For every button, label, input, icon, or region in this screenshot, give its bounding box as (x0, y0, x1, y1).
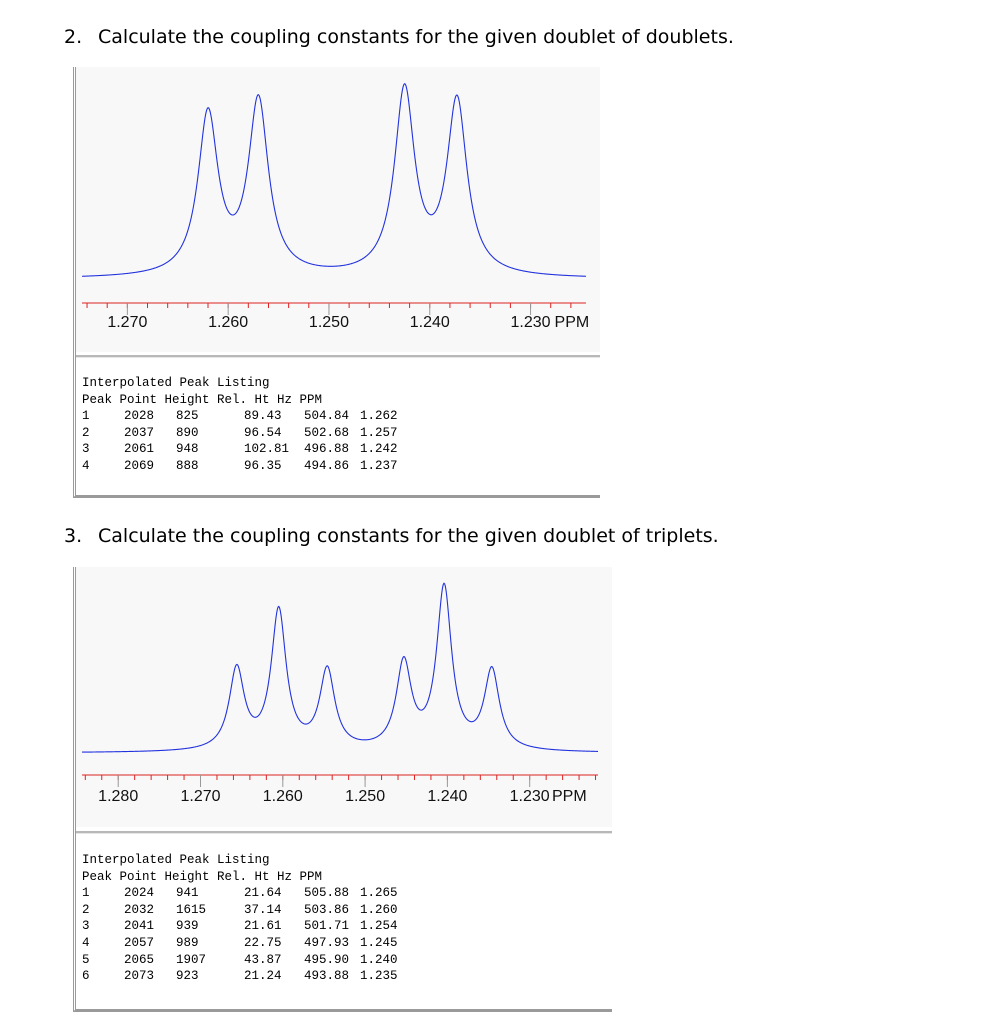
question-text: Calculate the coupling constants for the given doublet of doublets. (98, 26, 734, 48)
tick-label: 1.270 (107, 314, 148, 331)
listing-row (82, 408, 398, 425)
tick-label: 1.250 (345, 788, 386, 805)
listing-row (82, 441, 398, 458)
listing-cell: 989 (176, 935, 199, 950)
listing-cell: 494.86 (304, 458, 350, 473)
listing-row (82, 885, 398, 902)
listing-row (82, 952, 398, 969)
listing-cell: 503.86 (304, 902, 350, 917)
listing-cell: 1.235 (360, 969, 398, 984)
listing-cell: 2024 (124, 886, 155, 901)
peak-listing-dt (82, 852, 398, 985)
question-number: 3. (64, 525, 83, 547)
listing-cell: 2065 (124, 952, 155, 967)
listing-cell: 2041 (124, 919, 155, 934)
tick-label: 1.230 (509, 788, 550, 805)
listing-cell: 21.24 (244, 969, 282, 984)
divider (76, 355, 600, 358)
listing-cell: 505.88 (304, 886, 350, 901)
listing-cell: 825 (176, 409, 199, 424)
question-text: Calculate the coupling constants for the given doublet of triplets. (98, 525, 719, 547)
peak-listing-dd (82, 375, 398, 475)
listing-row (82, 902, 398, 919)
listing-cell: 22.75 (244, 935, 282, 950)
listing-cell: 497.93 (304, 935, 350, 950)
listing-cell: 2061 (124, 442, 155, 457)
listing-cell: 96.35 (244, 458, 282, 473)
listing-cell: 2037 (124, 425, 155, 440)
listing-cell: 1615 (176, 902, 207, 917)
listing-cell: 496.88 (304, 442, 350, 457)
listing-cell: 1.240 (360, 952, 398, 967)
spectrum-chart-dt (76, 567, 612, 827)
listing-row (82, 968, 398, 985)
listing-cell: 1 (82, 409, 90, 424)
axis-unit-label: PPM (552, 788, 587, 805)
listing-cell: 941 (176, 886, 199, 901)
listing-cell: 4 (82, 458, 90, 473)
listing-cell: 21.64 (244, 886, 282, 901)
tick-label: 1.280 (98, 788, 139, 805)
listing-cell: 3 (82, 442, 90, 457)
tick-label: 1.230 (510, 314, 551, 331)
listing-header: Peak Point Height Rel. Ht Hz PPM (82, 392, 323, 407)
listing-cell: 495.90 (304, 952, 350, 967)
listing-cell: 888 (176, 458, 199, 473)
listing-row (82, 918, 398, 935)
listing-cell: 43.87 (244, 952, 282, 967)
listing-cell: 4 (82, 935, 90, 950)
listing-cell: 1.254 (360, 919, 398, 934)
listing-cell: 1.245 (360, 935, 398, 950)
listing-cell: 2073 (124, 969, 155, 984)
spectrum-panel-dd (73, 67, 600, 498)
listing-cell: 2 (82, 425, 90, 440)
listing-cell: 3 (82, 919, 90, 934)
listing-cell: 493.88 (304, 969, 350, 984)
listing-cell: 1.237 (360, 458, 398, 473)
divider (76, 831, 612, 834)
question-3 (64, 525, 719, 547)
listing-cell: 501.71 (304, 919, 350, 934)
listing-cell: 6 (82, 969, 90, 984)
listing-cell: 1907 (176, 952, 207, 967)
question-number: 2. (64, 26, 83, 48)
listing-cell: 939 (176, 919, 199, 934)
listing-cell: 102.81 (244, 442, 290, 457)
listing-cell: 2028 (124, 409, 155, 424)
spectrum-panel-dt (73, 567, 612, 1012)
listing-row (82, 425, 398, 442)
listing-cell: 1.262 (360, 409, 398, 424)
listing-cell: 96.54 (244, 425, 282, 440)
listing-cell: 1.265 (360, 886, 398, 901)
listing-row (82, 935, 398, 952)
listing-cell: 21.61 (244, 919, 282, 934)
tick-label: 1.240 (427, 788, 468, 805)
listing-cell: 1 (82, 886, 90, 901)
tick-label: 1.270 (180, 788, 221, 805)
listing-cell: 89.43 (244, 409, 282, 424)
listing-cell: 948 (176, 442, 199, 457)
listing-cell: 923 (176, 969, 199, 984)
listing-cell: 5 (82, 952, 90, 967)
listing-cell: 504.84 (304, 409, 350, 424)
listing-cell: 2057 (124, 935, 155, 950)
listing-cell: 890 (176, 425, 199, 440)
listing-title: Interpolated Peak Listing (82, 853, 270, 867)
spectrum-chart-dd (76, 67, 600, 352)
listing-header: Peak Point Height Rel. Ht Hz PPM (82, 869, 323, 884)
tick-label: 1.260 (262, 788, 303, 805)
tick-label: 1.240 (409, 314, 450, 331)
listing-cell: 502.68 (304, 425, 350, 440)
listing-title: Interpolated Peak Listing (82, 376, 270, 390)
plot-background (76, 67, 600, 352)
tick-label: 1.260 (208, 314, 249, 331)
listing-cell: 1.242 (360, 442, 398, 457)
listing-cell: 1.257 (360, 425, 398, 440)
question-2 (64, 26, 734, 48)
listing-cell: 2069 (124, 458, 155, 473)
axis-unit-label: PPM (554, 314, 590, 331)
listing-cell: 2 (82, 902, 90, 917)
listing-cell: 2032 (124, 902, 155, 917)
listing-row (82, 458, 398, 475)
listing-cell: 1.260 (360, 902, 398, 917)
tick-label: 1.250 (308, 314, 349, 331)
listing-cell: 37.14 (244, 902, 282, 917)
